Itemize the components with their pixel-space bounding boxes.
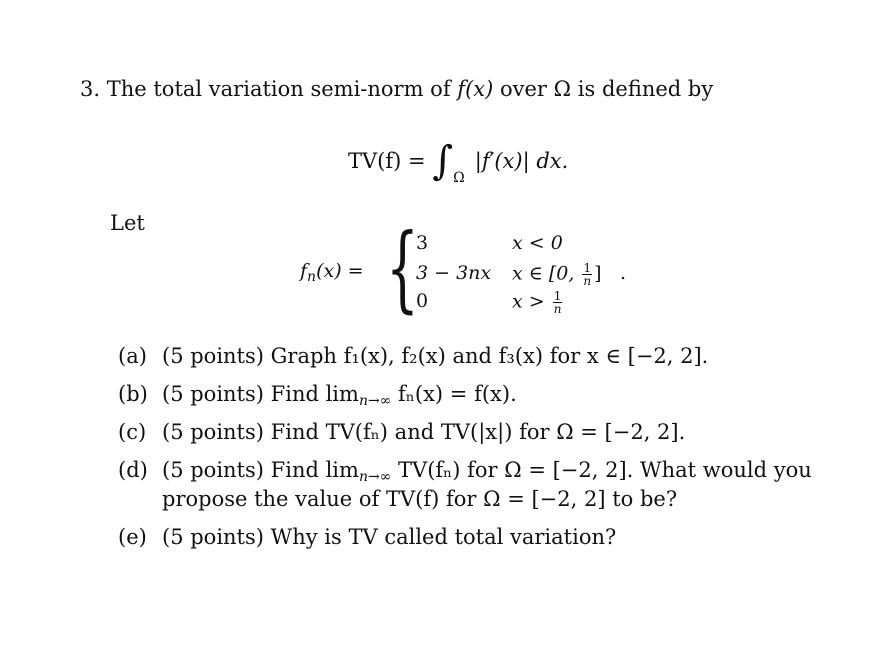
part-b-lim-sub: n→∞ <box>358 393 392 409</box>
part-c-text: Find TV(fₙ) and TV(|x|) for Ω = [−2, 2]. <box>270 420 686 444</box>
case-3-condition-prefix: x > <box>512 290 545 313</box>
case-2-fraction-num: 1 <box>583 261 592 275</box>
tv-definition-equation <box>348 138 569 186</box>
part-a-text: Graph f₁(x), f₂(x) and f₃(x) for x ∈ [−2, 2]. <box>270 344 709 368</box>
case-2-fraction <box>582 262 592 287</box>
case-1-value: 3 <box>416 232 429 254</box>
piecewise-lhs-sub: n <box>307 269 317 285</box>
case-3-condition <box>512 290 564 315</box>
problem-header <box>80 76 713 102</box>
case-2-fraction-den: n <box>583 274 592 288</box>
left-brace: { <box>386 214 419 323</box>
part-d-text: Find lim <box>270 458 359 482</box>
part-a-label: (a) <box>118 344 147 368</box>
problem-intro-end: is defined by <box>577 77 714 101</box>
case-3-fraction-den: n <box>553 302 562 316</box>
piecewise-lhs-f: f <box>300 260 308 282</box>
part-e-points: (5 points) <box>162 525 264 549</box>
integral-domain: Ω <box>453 170 465 186</box>
case-2-condition-suffix: ] <box>594 262 602 285</box>
part-d-label: (d) <box>118 458 148 482</box>
case-1-condition: x < 0 <box>512 232 563 254</box>
integral-sign: ∫ <box>432 138 454 184</box>
part-d-lim-sub: n→∞ <box>358 469 392 485</box>
case-3-value: 0 <box>416 290 429 312</box>
case-2-condition-prefix: x ∈ [0, <box>512 262 575 285</box>
problem-intro-over: over <box>500 77 547 101</box>
part-d-text-after: TV(fₙ) for Ω = [−2, 2]. What would you <box>391 458 812 482</box>
case-3-fraction-num: 1 <box>553 289 562 303</box>
part-e-label: (e) <box>118 525 147 549</box>
part-c-points: (5 points) <box>162 420 264 444</box>
case-3-fraction <box>553 290 563 315</box>
part-b-label: (b) <box>118 382 148 406</box>
part-a <box>118 342 708 370</box>
case-2-condition <box>512 262 602 287</box>
problem-intro-fx: f(x) <box>457 77 494 101</box>
tv-lhs: TV(f) = <box>348 149 426 173</box>
case-2-value: 3 − 3nx <box>416 262 492 284</box>
piecewise-lhs <box>300 260 364 285</box>
part-c-label: (c) <box>118 420 147 444</box>
part-b <box>118 380 517 415</box>
part-b-points: (5 points) <box>162 382 264 406</box>
part-e <box>118 523 616 551</box>
part-c <box>118 418 685 446</box>
part-d-points: (5 points) <box>162 458 264 482</box>
piecewise-lhs-rest: (x) = <box>316 260 364 282</box>
part-b-text: Find lim <box>270 382 359 406</box>
problem-number: 3. <box>80 77 101 101</box>
part-b-text-after: fₙ(x) = f(x). <box>391 382 517 406</box>
piecewise-definition <box>300 214 660 323</box>
problem-intro-omega: Ω <box>553 77 572 101</box>
tv-integrand: |f′(x)| dx. <box>474 149 569 173</box>
part-d-line2: propose the value of TV(f) for Ω = [−2, 2] to be? <box>162 487 678 511</box>
problem-intro-text: The total variation semi-norm of <box>106 77 451 101</box>
part-e-text: Why is TV called total variation? <box>270 525 617 549</box>
let-label: Let <box>110 211 145 235</box>
piecewise-period: . <box>620 262 627 284</box>
part-a-points: (5 points) <box>162 344 264 368</box>
